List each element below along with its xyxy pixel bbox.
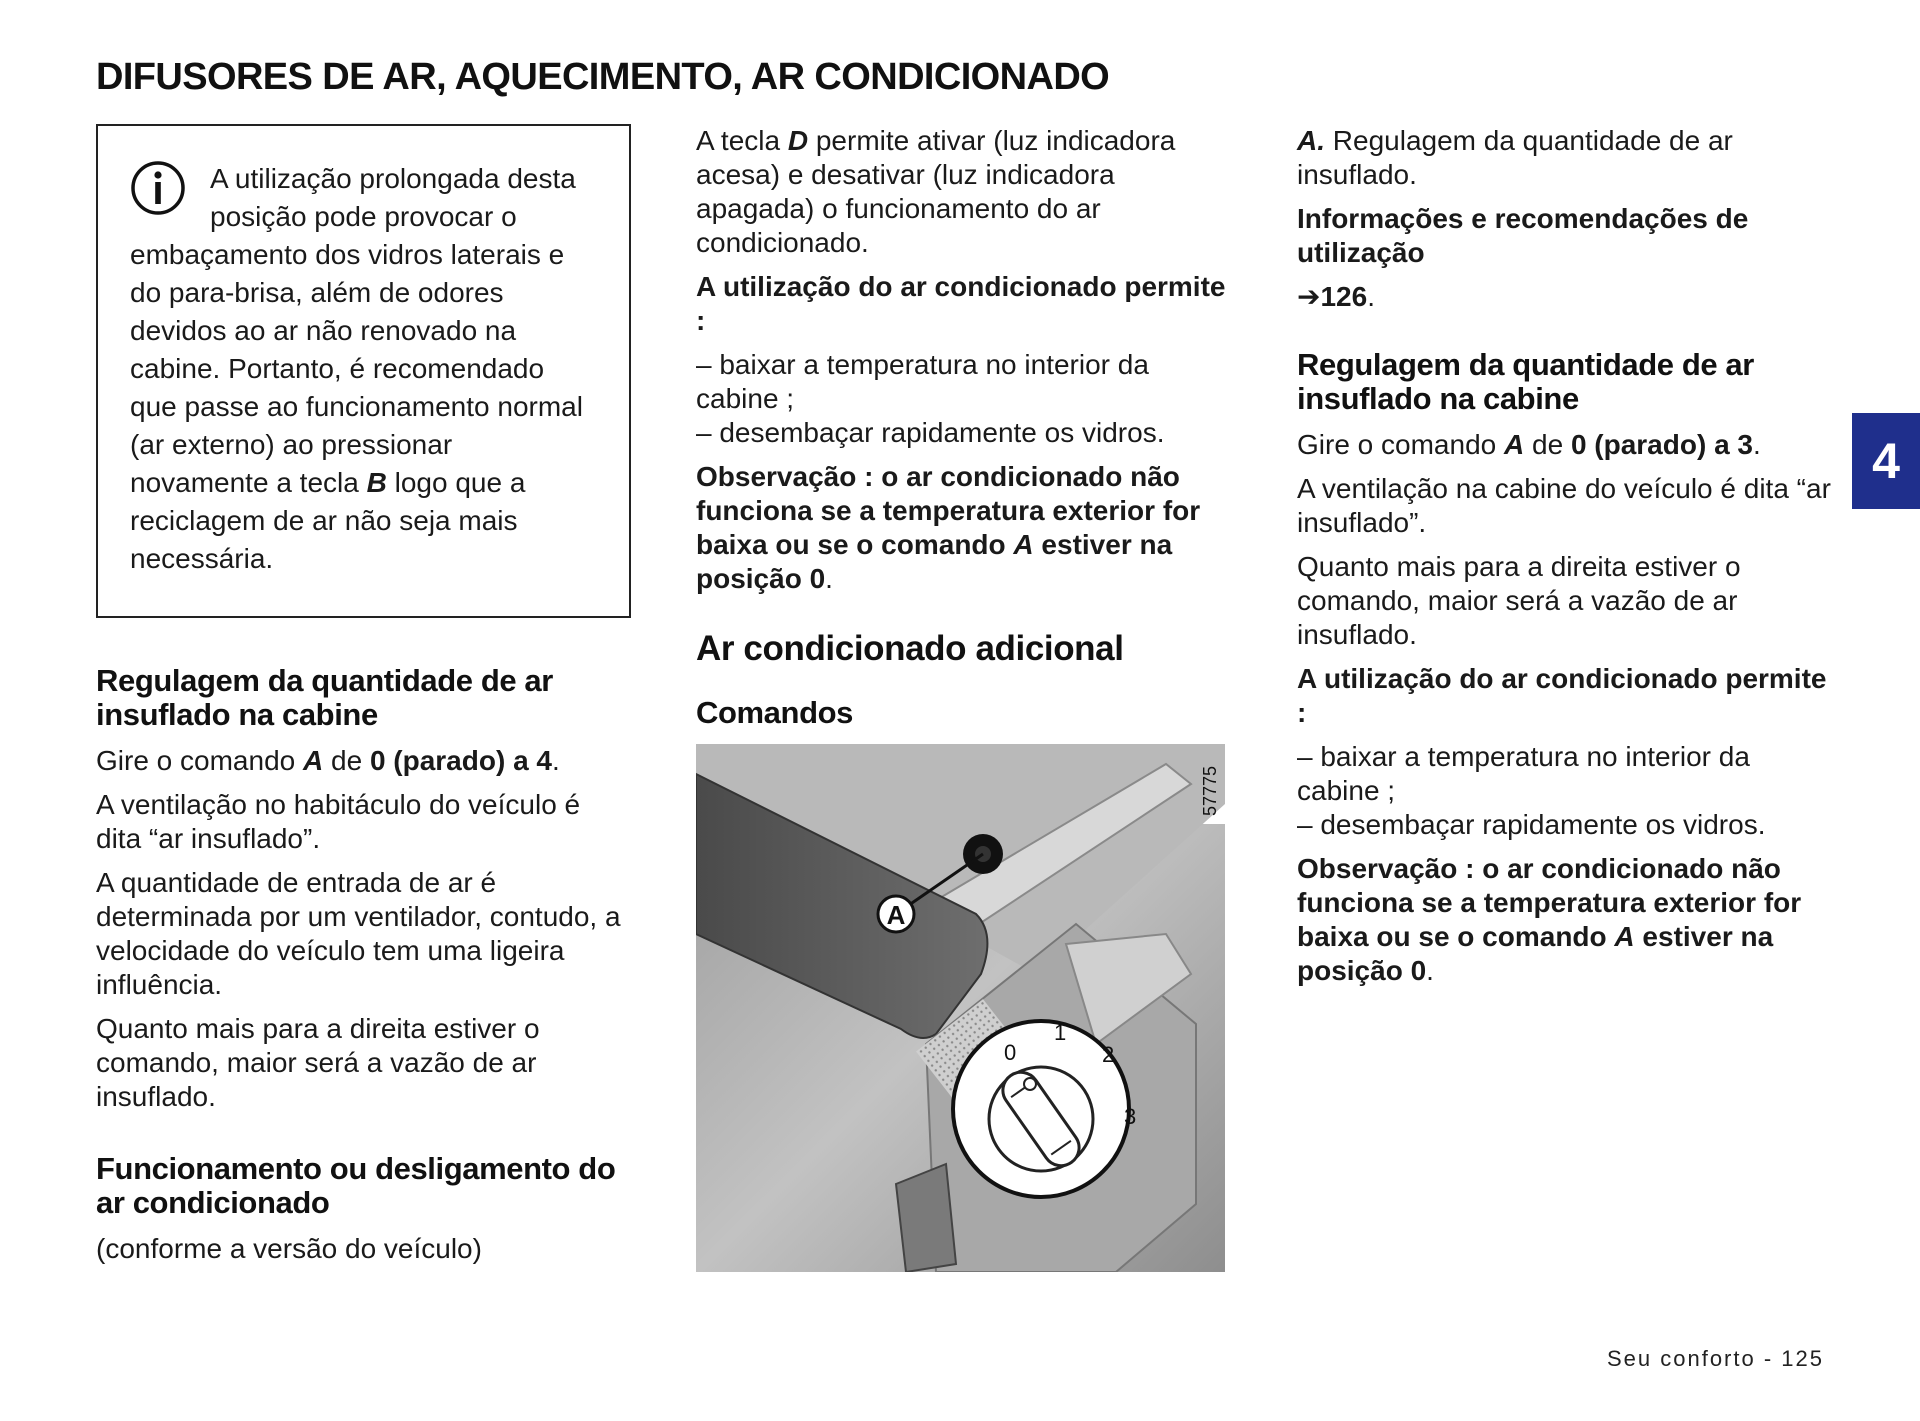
figure-ref-number: 57775	[1200, 765, 1220, 816]
page-reference[interactable]: ➔126.	[1297, 281, 1375, 312]
dial-label: 0	[1004, 1040, 1017, 1065]
paragraph-gire: Gire o comando A de 0 (parado) a 3.	[1297, 429, 1761, 460]
dial-label: 1	[1054, 1020, 1067, 1045]
paragraph-gire: Gire o comando A de 0 (parado) a 4.	[96, 745, 560, 776]
heading-funcionamento: Funcionamento ou desligamento do ar condicionado	[96, 1151, 616, 1220]
paragraph-direita: Quanto mais para a direita estiver o comando, maior será a vazão de ar insuflado.	[96, 1013, 540, 1112]
note-text: A utilização prolongada desta posição pode provocar o embaçamento dos vidros laterais e do para-brisa, além de odores devidos ao ar não renovado na cabine. Portanto, é recomendado que passe ao funcionamento normal (ar externo) ao pressionar novamente a tecla B logo que a reciclagem de ar não seja mais necessária.	[130, 163, 583, 574]
heading-regulagem-adicional: Regulagem da quantidade de ar insuflado na cabine	[1297, 347, 1754, 416]
legend-a: A. Regulagem da quantidade de ar insuflado.	[1297, 125, 1733, 190]
paragraph-conforme: (conforme a versão do veículo)	[96, 1233, 482, 1264]
paragraph-tecla-d: A tecla D permite ativar (luz indicadora acesa) e desativar (luz indicadora apagada) o funcionamento do ar condicionado.	[696, 125, 1176, 258]
paragraph-observacao: Observação : o ar condicionado não funciona se a temperatura exterior for baixa ou se o comando A estiver na posição 0.	[696, 461, 1201, 594]
list-item: – desembaçar rapidamente os vidros.	[1297, 809, 1766, 840]
arrow-right-icon: ➔	[1297, 281, 1321, 312]
key-b: B	[366, 467, 387, 498]
paragraph-observacao: Observação : o ar condicionado não funciona se a temperatura exterior for baixa ou se o comando A estiver na posição 0.	[1297, 853, 1802, 986]
info-title: Informações e recomendações de utilização	[1297, 203, 1749, 268]
list-item: – desembaçar rapidamente os vidros.	[696, 417, 1165, 448]
figure-overhead-control	[696, 744, 1225, 1272]
callout-a-label: A	[886, 900, 906, 930]
dial-label: 2	[1102, 1042, 1115, 1067]
paragraph-utilizacao: A utilização do ar condicionado permite :	[1297, 663, 1827, 728]
info-icon	[130, 160, 186, 216]
heading-comandos: Comandos	[696, 695, 853, 730]
list-item: – baixar a temperatura no interior da cabine ;	[696, 349, 1149, 414]
paragraph-quantidade: A quantidade de entrada de ar é determinada por um ventilador, contudo, a velocidade do veículo tem uma ligeira influência.	[96, 867, 621, 1000]
heading-regulagem: Regulagem da quantidade de ar insuflado na cabine	[96, 663, 553, 732]
paragraph-ventilacao: A ventilação na cabine do veículo é dita “ar insuflado”.	[1297, 473, 1831, 538]
column-right	[1297, 124, 1837, 998]
column-left	[96, 124, 631, 1276]
paragraph-ventilacao: A ventilação no habitáculo do veículo é dita “ar insuflado”.	[96, 789, 581, 854]
list-item: – baixar a temperatura no interior da cabine ;	[1297, 741, 1750, 806]
paragraph-direita: Quanto mais para a direita estiver o comando, maior será a vazão de ar insuflado.	[1297, 551, 1741, 650]
paragraph-utilizacao: A utilização do ar condicionado permite :	[696, 271, 1226, 336]
info-note-box	[96, 124, 631, 618]
page-footer: Seu conforto - 125	[1606, 1346, 1824, 1371]
dial-label: 3	[1124, 1104, 1137, 1129]
illustration	[696, 744, 1225, 1272]
column-middle	[696, 124, 1231, 1272]
heading-adicional: Ar condicionado adicional	[696, 629, 1124, 668]
page-title: DIFUSORES DE AR, AQUECIMENTO, AR CONDICIONADO	[96, 56, 1110, 98]
chapter-tab: 4	[1852, 413, 1920, 509]
